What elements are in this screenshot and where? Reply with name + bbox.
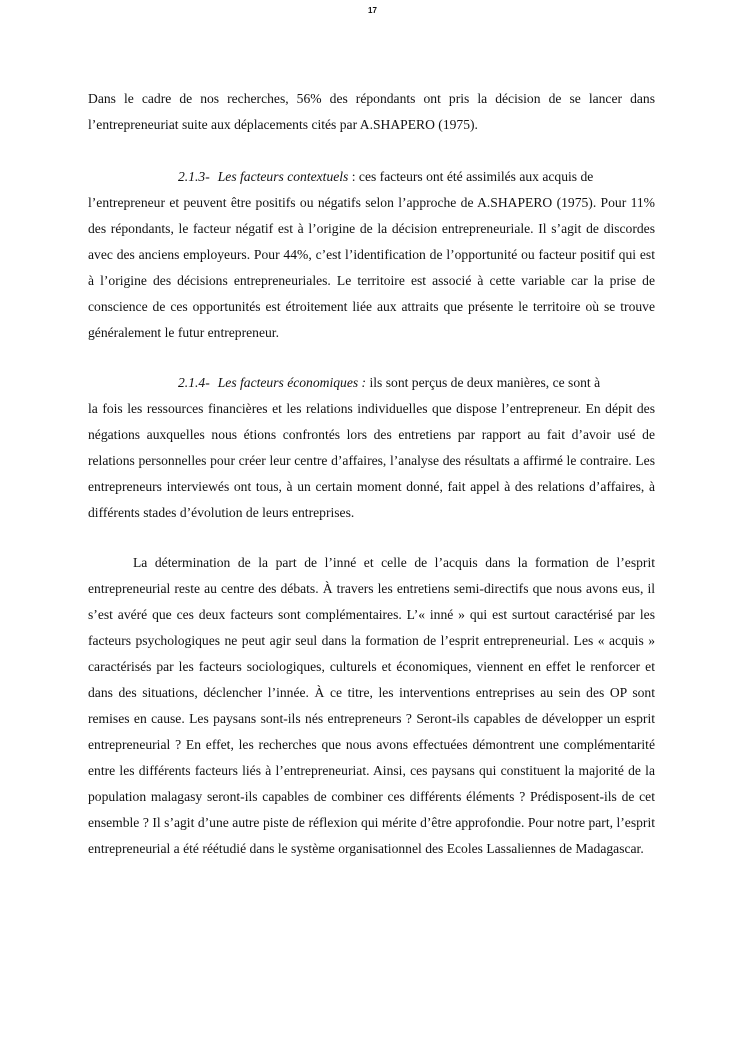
section-2-1-3-heading [88, 164, 655, 190]
section-2-1-4-number: 2.1.4- [178, 375, 210, 390]
section-2-1-3-body: l’entrepreneur et peuvent être positifs ou négatifs selon l’approche de A.SHAPERO (1975). Pour 11% des répondants, le facteur négatif est à l’origine de la décision entrepreneuriale. Il s’agit de discordes avec des anciens employeurs. Pour 44%, c’est l’identification de l’opportunité ou facteur positif qui est à l’origine des décisions entrepreneuriales. Le territoire est associé à cette variable car la prise de conscience de ces opportunités est étroitement liée aux attraits que présente le territoire où se trouve généralement le futur entrepreneur. [88, 195, 655, 340]
paragraph-intro [88, 86, 655, 138]
paragraph-conclusion [88, 550, 655, 862]
section-2-1-4-body: la fois les ressources financières et les relations individuelles que dispose l’entrepreneur. En dépit des négations auxquelles nous étions confrontés lors des entretiens par rapport au fait d’avoir usé de relations personnelles pour créer leur centre d’affaires, l’analyse des résultats a affirmé le contraire. Les entrepreneurs interviewés ont tous, à un certain moment donné, fait appel à des relations d’affaires, à différents stades d’évolution de leurs entreprises. [88, 401, 655, 520]
paragraph-conclusion-text: La détermination de la part de l’inné et celle de l’acquis dans la formation de l’esprit entrepreneurial reste au centre des débats. À travers les entretiens semi-directifs que nous avons eus, il s’est avéré que ces deux facteurs sont complémentaires. L’« inné » qui est surtout caractérisé par les facteurs psychologiques ne peut agir seul dans la formation de l’esprit entrepreneurial. Les « acquis » caractérisés par les facteurs sociologiques, culturels et économiques, viennent en effet le renforcer et dans des situations, déclencher l’innée. À ce titre, les interventions entreprises au sein des OP sont remises en cause. Les paysans sont-ils nés entrepreneurs ? Seront-ils capables de développer un esprit entrepreneurial ? En effet, les recherches que nous avons effectuées démontrent une complémentarité entre les différents facteurs liés à l’entrepreneuriat. Ainsi, ces paysans qui constituent la majorité de la population malagasy seront-ils capables de combiner ces différents éléments ? Prédisposent-ils de cet ensemble ? Il s’agit d’une autre piste de réflexion qui mérite d’être approfondie. Pour notre part, l’esprit entrepreneurial a été réétudié dans le système organisationnel des Ecoles Lassaliennes de Madagascar. [88, 555, 655, 856]
section-2-1-3-title: Les facteurs contextuels [217, 169, 349, 184]
section-2-1-4-lead: ils sont perçus de deux manières, ce sont à [366, 375, 601, 390]
page-number: 17 [368, 6, 377, 15]
section-2-1-3-number: 2.1.3- [178, 169, 210, 184]
section-2-1-3 [88, 164, 655, 346]
paragraph-intro-text: Dans le cadre de nos recherches, 56% des répondants ont pris la décision de se lancer dans l’entrepreneuriat suite aux déplacements cités par A.SHAPERO (1975). [88, 91, 655, 132]
section-2-1-4-heading [88, 370, 655, 396]
section-2-1-4 [88, 370, 655, 526]
section-2-1-4-title: Les facteurs économiques : [217, 375, 367, 390]
section-2-1-3-lead: : ces facteurs ont été assimilés aux acquis de [348, 169, 594, 184]
